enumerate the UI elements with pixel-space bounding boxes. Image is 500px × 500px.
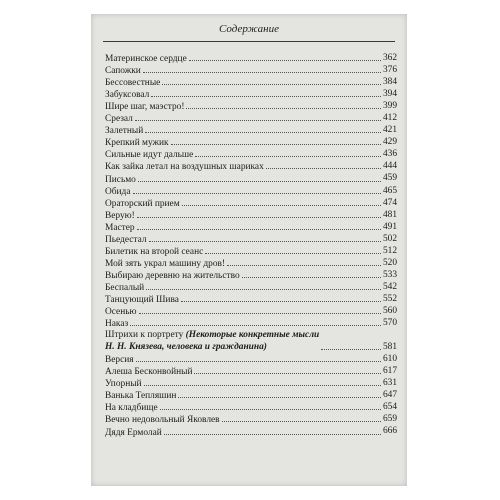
entry-page-number: 394 <box>382 89 397 100</box>
toc-entry <box>105 185 397 197</box>
dot-leader <box>189 60 381 61</box>
toc-entry <box>105 88 397 100</box>
entry-page-number: 474 <box>382 197 397 208</box>
dot-leader <box>151 96 381 97</box>
toc-entry <box>105 293 397 305</box>
dot-leader <box>143 72 381 73</box>
toc-entry <box>105 257 397 269</box>
entry-page-number: 421 <box>382 125 397 136</box>
toc-entry <box>105 269 397 281</box>
toc-entry <box>105 52 397 64</box>
entry-page-number: 376 <box>382 65 397 76</box>
toc-entry <box>105 124 397 136</box>
entry-page-number: 581 <box>382 342 397 353</box>
entry-page-number: 436 <box>382 149 397 160</box>
page-title: Содержание <box>218 23 279 35</box>
entry-title: Бессовестные <box>105 78 161 89</box>
entry-page-number: 481 <box>382 209 397 220</box>
entry-page-number: 654 <box>382 402 397 413</box>
entry-title: Мой зять украл машину дров! <box>105 258 226 269</box>
toc-entry <box>105 425 397 437</box>
entry-title: Шире шаг, маэстро! <box>105 102 185 113</box>
entry-page-number: 459 <box>382 173 397 184</box>
dot-leader <box>133 193 381 194</box>
entry-title: Беспалый <box>105 282 145 293</box>
entry-subtitle-continued: Н. Н. Князева, человека и гражданина) <box>105 342 267 353</box>
entry-page-number: 570 <box>382 318 397 329</box>
toc-entry <box>105 209 397 221</box>
entry-page-number: 659 <box>382 414 397 425</box>
entry-page-number: 552 <box>382 293 397 304</box>
dot-leader <box>266 168 381 169</box>
toc-entry <box>105 365 397 377</box>
entry-title: Упорный <box>105 379 142 390</box>
entry-title: Сапожки <box>105 66 141 77</box>
entry-title: Мастер <box>105 222 135 233</box>
entry-page-number: 610 <box>382 354 397 365</box>
entry-title: Наказ <box>105 319 129 330</box>
dot-leader <box>137 229 381 230</box>
dot-leader <box>149 241 381 242</box>
dot-leader <box>195 156 381 157</box>
dot-leader <box>144 385 381 386</box>
entry-page-number: 631 <box>382 378 397 389</box>
entry-page-number: 399 <box>382 101 397 112</box>
entry-title: Версия <box>105 355 134 366</box>
entry-title: Осенью <box>105 307 137 318</box>
dot-leader <box>136 361 381 362</box>
entry-subtitle: (Некоторые конкретные мысли <box>185 330 320 341</box>
dot-leader <box>146 289 381 290</box>
entry-title: Сильные идут дальше <box>105 150 194 161</box>
entry-title: Танцующий Шива <box>105 294 179 305</box>
entry-title: Забуксовал <box>105 90 150 101</box>
toc-entry <box>105 64 397 76</box>
toc-entry <box>105 136 397 148</box>
entry-page-number: 542 <box>382 281 397 292</box>
dot-leader <box>194 373 380 374</box>
dot-leader <box>182 205 381 206</box>
toc-entry <box>105 160 397 172</box>
toc-entry <box>105 329 397 353</box>
dot-leader <box>138 181 381 182</box>
entry-page-number: 465 <box>382 185 397 196</box>
toc-entry <box>105 305 397 317</box>
entry-page-number: 666 <box>382 426 397 437</box>
toc-entry <box>105 389 397 401</box>
entry-title: Залетный <box>105 126 144 137</box>
entry-page-number: 412 <box>382 113 397 124</box>
entry-page-number: 491 <box>382 221 397 232</box>
entry-page-number: 429 <box>382 137 397 148</box>
dot-leader <box>137 217 381 218</box>
entry-page-number: 560 <box>382 305 397 316</box>
toc-entry <box>105 317 397 329</box>
entry-page-number: 444 <box>382 161 397 172</box>
toc-entry <box>105 413 397 425</box>
entry-title: Алеша Бесконвойный <box>105 367 193 378</box>
entry-page-number: 362 <box>382 53 397 63</box>
dot-leader <box>242 277 381 278</box>
toc-entry <box>105 100 397 112</box>
dot-leader <box>178 397 381 398</box>
toc-entry <box>105 148 397 160</box>
entry-title: Билетик на второй сеанс <box>105 246 204 257</box>
entry-page-number: 512 <box>382 245 397 256</box>
entry-title: Как зайка летал на воздушных шариках <box>105 162 264 173</box>
toc-entry <box>105 353 397 365</box>
dot-leader <box>160 409 381 410</box>
toc-entry <box>105 377 397 389</box>
entry-title: Вечно недовольный Яковлев <box>105 415 220 426</box>
entry-title-main: Штрихи к портрету <box>105 330 184 341</box>
dot-leader <box>171 144 381 145</box>
dot-leader <box>227 265 381 266</box>
table-of-contents <box>105 52 397 438</box>
dot-leader <box>162 84 381 85</box>
entry-title: На кладбище <box>105 403 158 414</box>
page-header <box>103 20 395 42</box>
dot-leader <box>145 132 381 133</box>
book-page <box>91 14 407 486</box>
dot-leader <box>139 313 381 314</box>
toc-entry <box>105 172 397 184</box>
entry-page-number: 384 <box>382 77 397 88</box>
entry-title: Крепкий мужик <box>105 138 169 149</box>
entry-title: Обида <box>105 186 131 197</box>
entry-title: Выбираю деревню на жительство <box>105 270 240 281</box>
toc-entry <box>105 233 397 245</box>
toc-entry <box>105 245 397 257</box>
entry-title: Письмо <box>105 174 136 185</box>
entry-title: Материнское сердце <box>105 54 187 65</box>
dot-leader <box>205 253 381 254</box>
entry-page-number: 502 <box>382 233 397 244</box>
entry-title: Ванька Тепляшин <box>105 391 177 402</box>
dot-leader <box>130 325 381 326</box>
dot-leader <box>186 108 380 109</box>
toc-entry <box>105 401 397 413</box>
dot-leader <box>181 301 381 302</box>
entry-title: Ораторский прием <box>105 198 180 209</box>
entry-page-number: 647 <box>382 390 397 401</box>
dot-leader <box>164 434 381 435</box>
toc-entry <box>105 221 397 233</box>
entry-title <box>105 329 319 353</box>
entry-title: Пьедестал <box>105 234 147 245</box>
dot-leader <box>222 421 381 422</box>
entry-title: Дядя Ермолай <box>105 427 162 438</box>
dot-leader <box>135 120 381 121</box>
toc-entry <box>105 112 397 124</box>
entry-page-number: 520 <box>382 257 397 268</box>
entry-title: Срезал <box>105 114 133 125</box>
toc-entry <box>105 76 397 88</box>
entry-page-number: 533 <box>382 269 397 280</box>
entry-page-number: 617 <box>382 366 397 377</box>
toc-entry <box>105 281 397 293</box>
toc-entry <box>105 197 397 209</box>
dot-leader <box>321 349 381 350</box>
entry-title: Верую! <box>105 210 135 221</box>
